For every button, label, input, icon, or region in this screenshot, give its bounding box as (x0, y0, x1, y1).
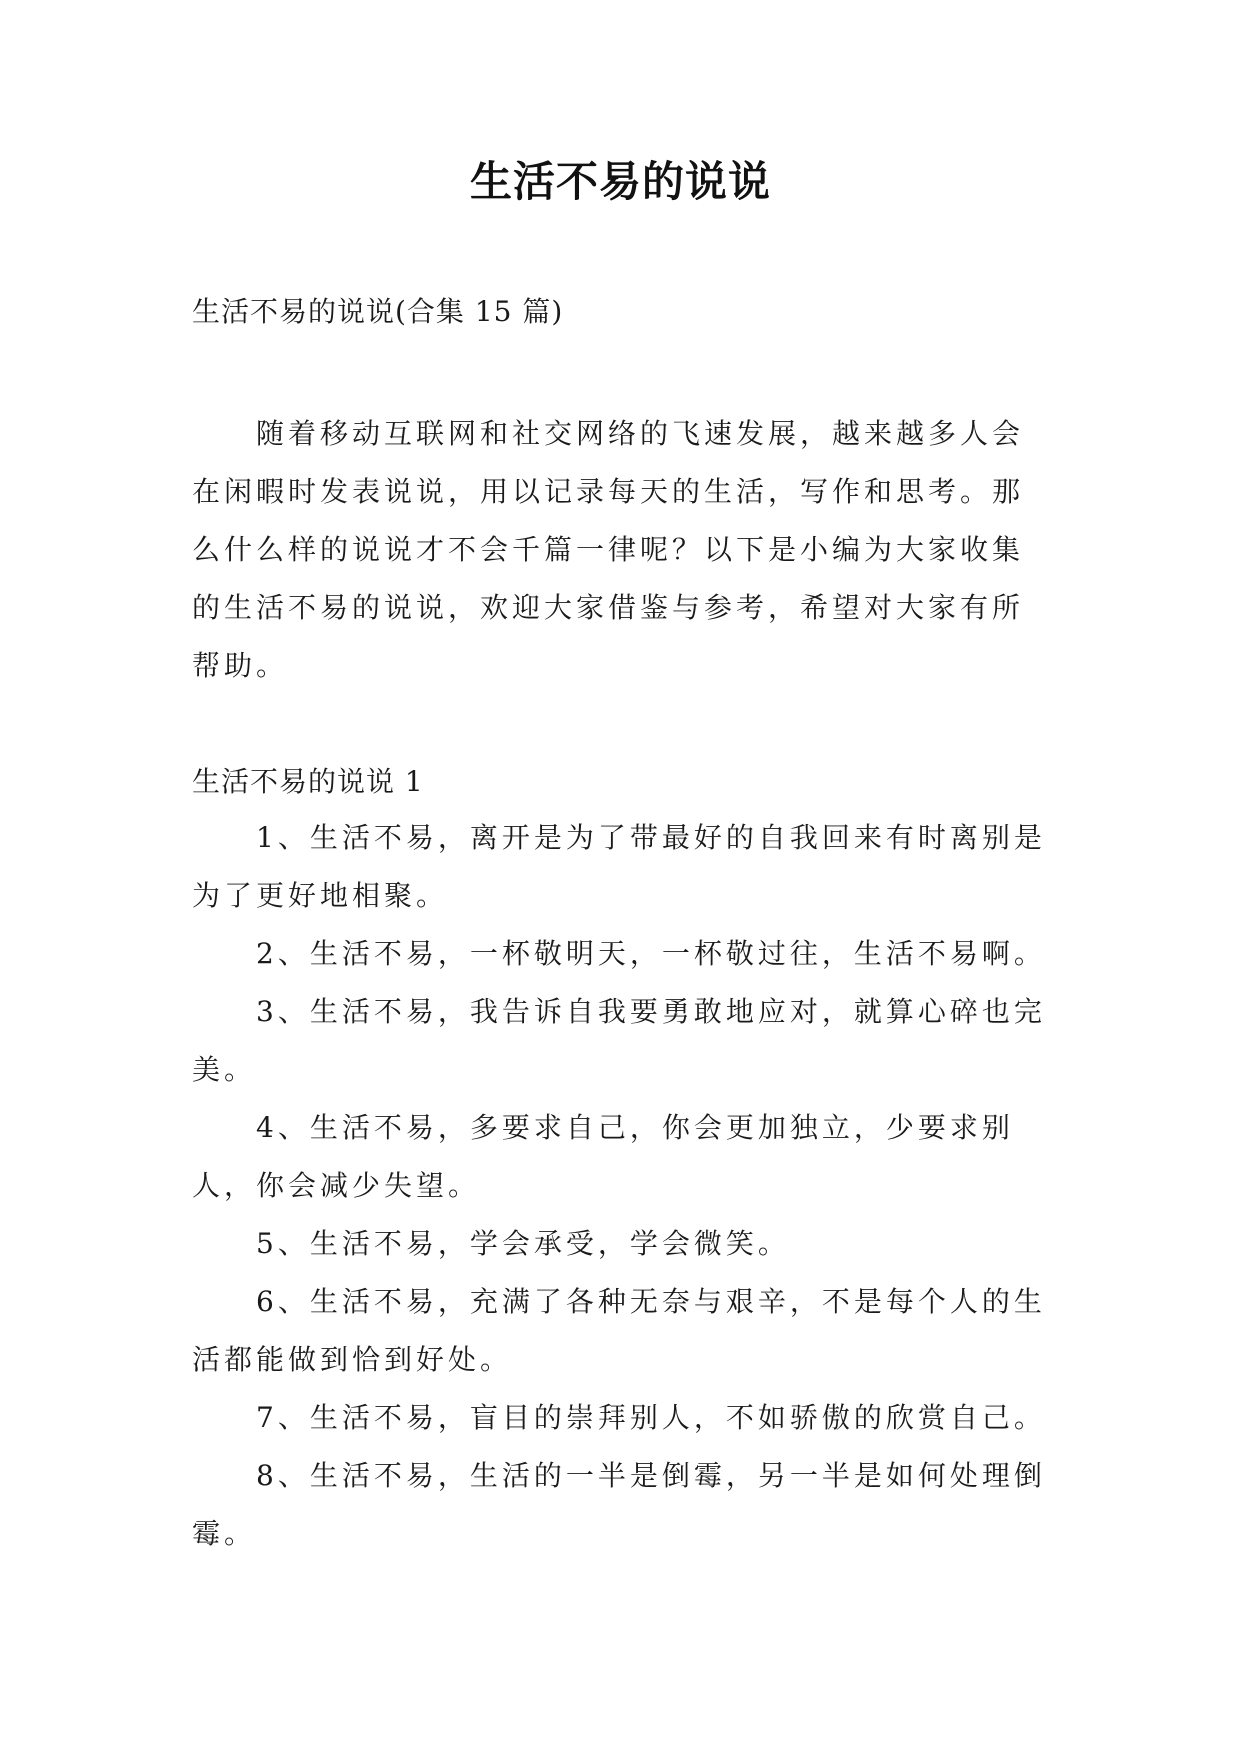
list-item: 5、生活不易，学会承受，学会微笑。 (256, 1227, 790, 1260)
list-item: 3、生活不易，我告诉自我要勇敢地应对，就算心碎也完美。 (192, 995, 1046, 1086)
list-item: 6、生活不易，充满了各种无奈与艰辛，不是每个人的生活都能做到恰到好处。 (192, 1285, 1046, 1376)
intro-paragraph: 随着移动互联网和社交网络的飞速发展，越来越多人会在闲暇时发表说说，用以记录每天的生活，写作和思考。那么什么样的说说才不会千篇一律呢？以下是小编为大家收集的生活不易的说说，欢迎大家借鉴与参考，希望对大家有所帮助。 (192, 417, 1025, 682)
section-heading: 生活不易的说说 1 (192, 765, 424, 798)
list-item: 7、生活不易，盲目的崇拜别人，不如骄傲的欣赏自己。 (256, 1401, 1046, 1434)
list-item: 1、生活不易，离开是为了带最好的自我回来有时离别是为了更好地相聚。 (192, 821, 1046, 912)
list-item: 2、生活不易，一杯敬明天，一杯敬过往，生活不易啊。 (256, 937, 1046, 970)
list-item: 8、生活不易，生活的一半是倒霉，另一半是如何处理倒霉。 (192, 1459, 1046, 1550)
quote-list (192, 809, 1052, 1563)
list-item: 4、生活不易，多要求自己，你会更加独立，少要求别人，你会减少失望。 (192, 1111, 1014, 1202)
page-title: 生活不易的说说 (469, 157, 771, 206)
document-subtitle: 生活不易的说说(合集 15 篇) (192, 295, 564, 328)
